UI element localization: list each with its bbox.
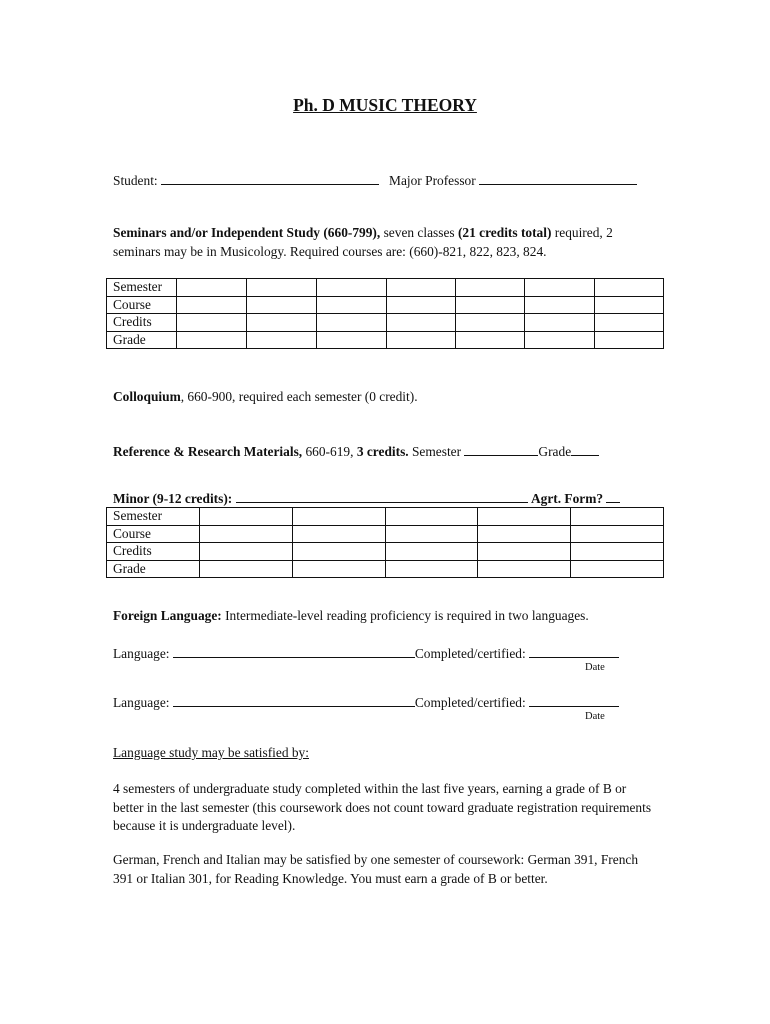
- satisfied-heading: Language study may be satisfied by:: [113, 745, 309, 760]
- table-row: [107, 296, 664, 314]
- language-field[interactable]: [173, 694, 415, 707]
- reference-line: [113, 443, 599, 460]
- minor-label: Minor (9-12 credits):: [113, 491, 233, 506]
- row-label: Course: [107, 296, 177, 314]
- row-label: Credits: [107, 543, 200, 561]
- seminars-description: [113, 224, 658, 261]
- foreign-language-text: Intermediate-level reading proficiency is required in two languages.: [221, 608, 589, 623]
- language-label: Language:: [113, 695, 170, 710]
- language-line-1: [113, 645, 619, 662]
- student-line: [113, 172, 637, 189]
- foreign-language-label: Foreign Language:: [113, 608, 222, 623]
- row-label: Course: [107, 525, 200, 543]
- agrt-form-field[interactable]: [606, 490, 620, 503]
- completed-label: Completed/certified:: [414, 695, 526, 710]
- reference-credits: 3 credits.: [356, 444, 409, 459]
- reference-label: Reference & Research Materials,: [113, 444, 303, 459]
- student-field[interactable]: [161, 172, 379, 185]
- colloquium-line: [113, 389, 418, 405]
- seminars-credits-total: (21 credits total): [457, 225, 552, 240]
- completed-date-field[interactable]: [529, 645, 619, 658]
- table-row: [107, 525, 664, 543]
- language-label: Language:: [113, 646, 170, 661]
- table-row: [107, 279, 664, 297]
- colloquium-label: Colloquium: [113, 389, 181, 404]
- table-row: [107, 331, 664, 349]
- table-row: [107, 543, 664, 561]
- page-title: Ph. D MUSIC THEORY: [293, 95, 477, 115]
- reference-semester-field[interactable]: [464, 443, 538, 456]
- row-label: Grade: [107, 331, 177, 349]
- date-caption: Date: [585, 711, 605, 722]
- row-label: Grade: [107, 560, 200, 578]
- row-label: Credits: [107, 314, 177, 332]
- row-label: Semester: [107, 508, 200, 526]
- seminars-table: [106, 278, 664, 349]
- minor-table: [106, 507, 664, 578]
- language-line-2: [113, 694, 619, 711]
- major-professor-label: Major Professor: [389, 173, 476, 188]
- seminars-heading: Seminars and/or Independent Study (660-799),: [113, 225, 381, 240]
- paragraph-coursework: German, French and Italian may be satisfied by one semester of coursework: German 391, French 391 or Italian 301, for Reading Knowledge. You must earn a grade of B or better.: [113, 852, 639, 886]
- seminars-rest: required, 2 seminars may be in Musicology. Required courses are: (660)-821, 822, 823, 824.: [113, 225, 613, 259]
- table-row: [107, 508, 664, 526]
- paragraph-undergraduate: 4 semesters of undergraduate study completed within the last five years, earning a grade of B or better in the last semester (this coursework does not count toward graduate registration requirements because it is undergraduate level).: [113, 781, 652, 834]
- major-professor-field[interactable]: [479, 172, 637, 185]
- table-row: [107, 314, 664, 332]
- date-caption: Date: [585, 662, 605, 673]
- reference-grade-field[interactable]: [571, 443, 599, 456]
- reference-semester-label: Semester: [408, 444, 465, 459]
- agrt-form-label: Agrt. Form?: [530, 491, 604, 506]
- table-row: [107, 560, 664, 578]
- student-label: Student:: [113, 173, 158, 188]
- minor-line: [113, 490, 620, 507]
- row-label: Semester: [107, 279, 177, 297]
- reference-grade-label: Grade: [538, 444, 572, 459]
- foreign-language-line: [113, 608, 589, 624]
- seminars-mid: seven classes: [380, 225, 458, 240]
- reference-mid: 660-619,: [302, 444, 357, 459]
- language-field[interactable]: [173, 645, 415, 658]
- colloquium-text: , 660-900, required each semester (0 credit).: [180, 389, 418, 404]
- minor-field[interactable]: [236, 490, 528, 503]
- completed-date-field[interactable]: [529, 694, 619, 707]
- completed-label: Completed/certified:: [414, 646, 526, 661]
